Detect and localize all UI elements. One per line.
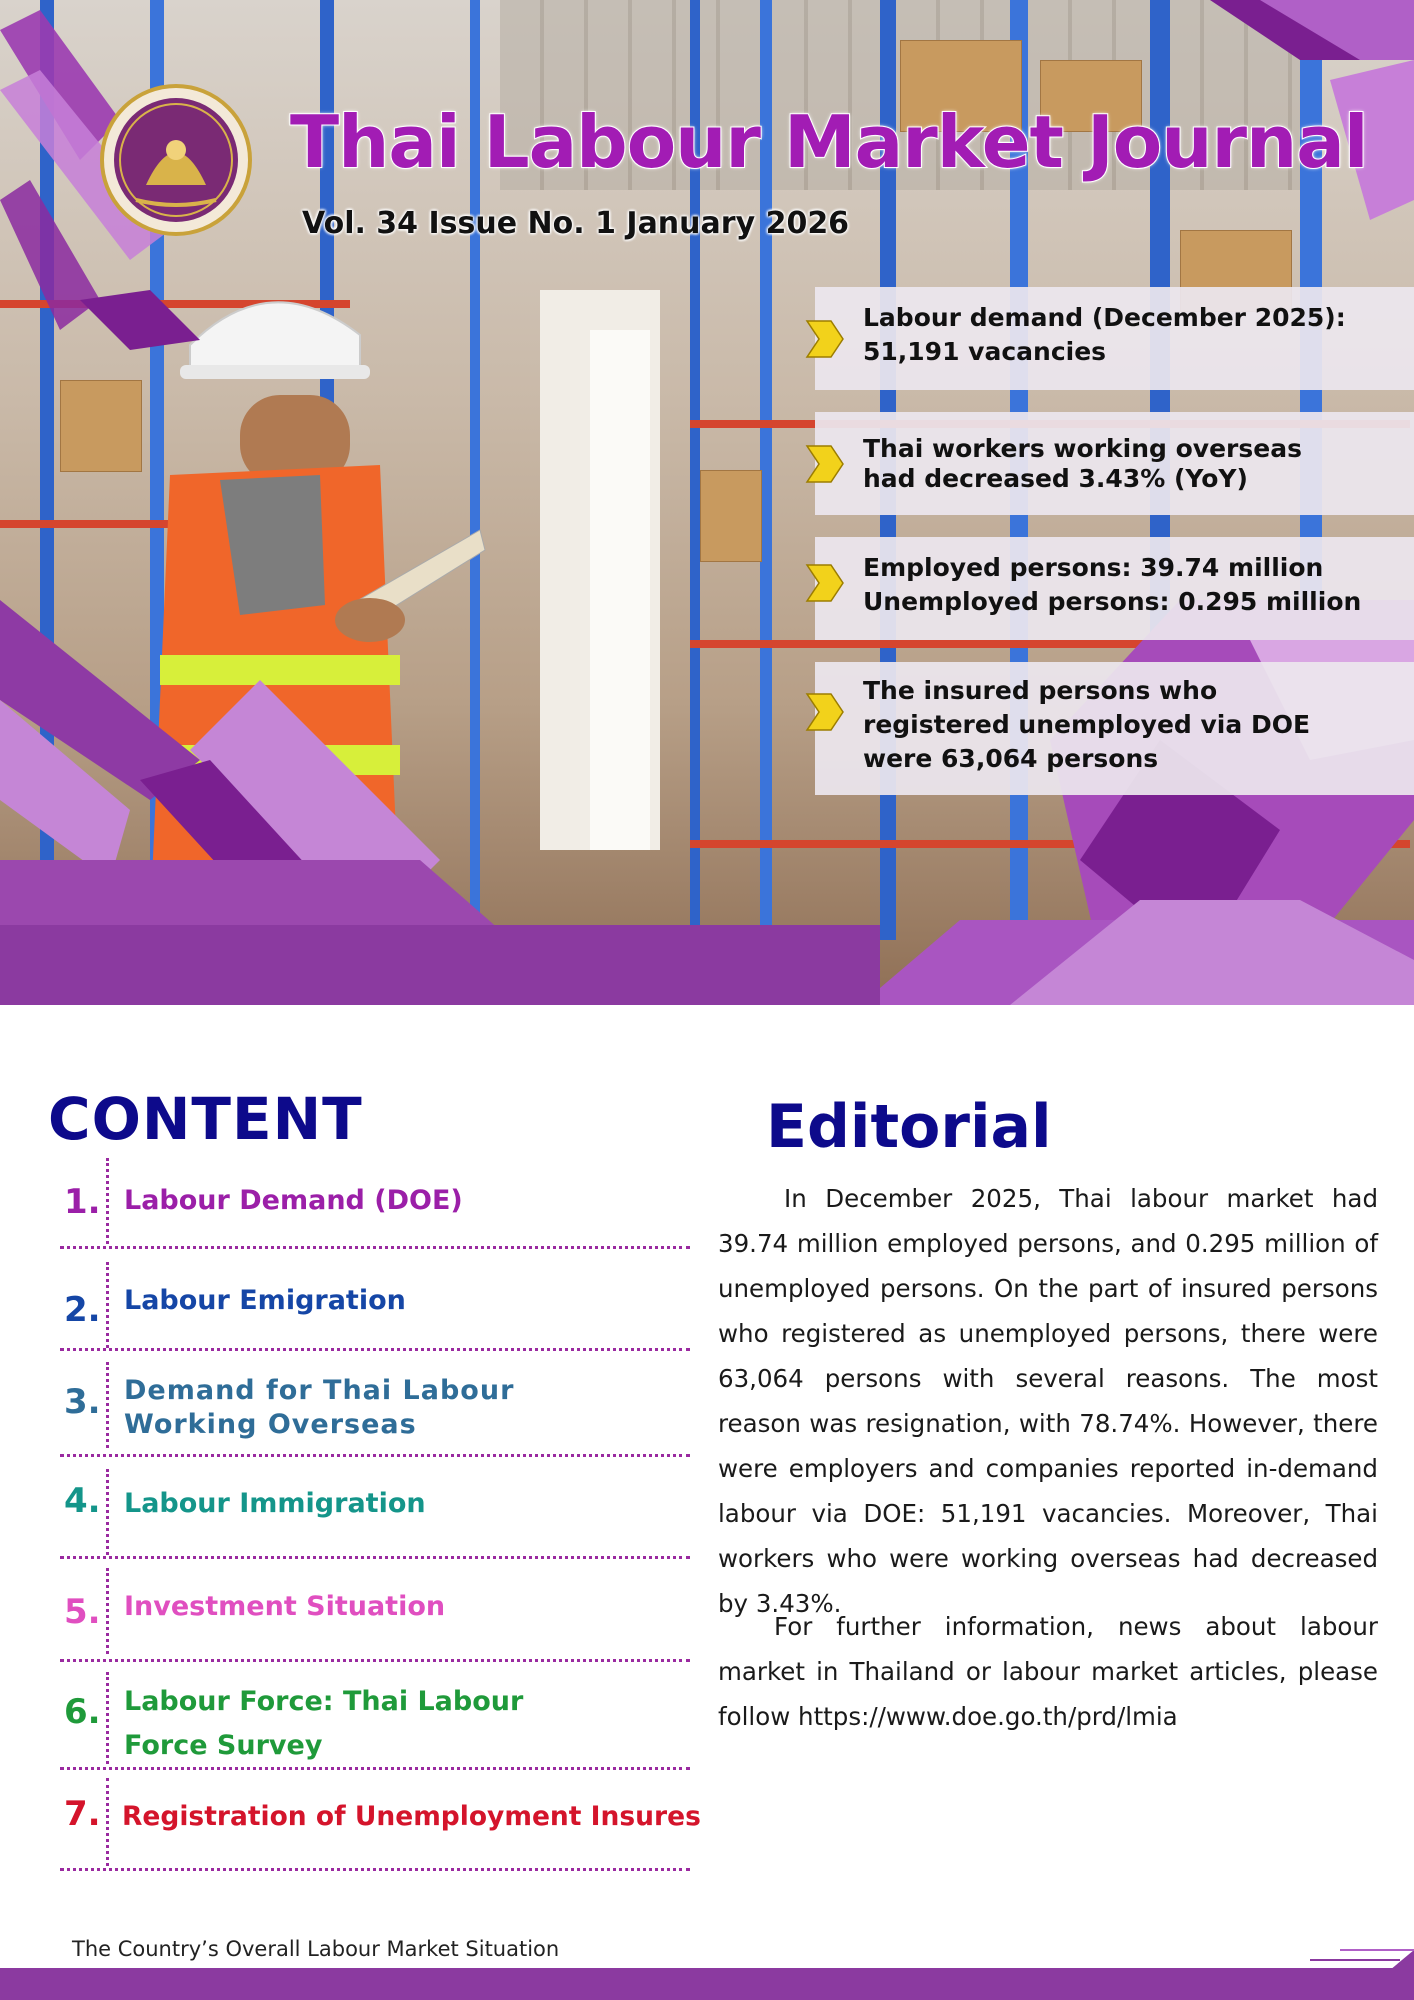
toc-label: Labour Immigration <box>124 1488 426 1519</box>
editorial-heading: Editorial <box>766 1092 1052 1162</box>
toc-rule <box>60 1348 690 1351</box>
toc-divider <box>106 1362 109 1448</box>
toc-label: Labour Demand (DOE) <box>124 1185 463 1216</box>
journal-title: Thai Labour Market Journal <box>290 100 1368 184</box>
toc-item[interactable] <box>60 1568 690 1663</box>
toc-rule <box>60 1868 690 1871</box>
issue-subtitle: Vol. 34 Issue No. 1 January 2026 <box>302 206 850 241</box>
highlight-card-demand <box>815 287 1414 390</box>
highlight-text: Labour demand (December 2025): 51,191 vacancies <box>863 303 1346 366</box>
chevron-arrow-icon <box>805 692 845 732</box>
toc-label: Investment Situation <box>124 1591 446 1622</box>
toc-label: Labour Emigration <box>124 1285 406 1316</box>
toc-divider <box>106 1158 109 1244</box>
toc-label: Demand for Thai Labour Working Overseas <box>124 1375 515 1440</box>
highlight-card-employment <box>815 537 1414 640</box>
toc-number: 4. <box>64 1481 101 1521</box>
toc-rule <box>60 1767 690 1770</box>
toc-number: 2. <box>64 1290 101 1330</box>
toc-label: Registration of Unemployment Insures <box>122 1801 701 1832</box>
toc-number: 3. <box>64 1382 101 1422</box>
toc-item[interactable] <box>60 1262 690 1357</box>
seal-emblem-icon <box>96 80 256 240</box>
toc-divider <box>106 1469 109 1555</box>
toc-rule <box>60 1454 690 1457</box>
toc-number: 6. <box>64 1692 101 1732</box>
editorial-paragraph: For further information, news about labour market in Thailand or labour market articles, please follow https://www.doe.go.th/prd/lmia <box>718 1612 1378 1731</box>
highlight-text: Thai workers working overseas had decreased 3.43% (YoY) <box>863 434 1302 493</box>
toc-item[interactable] <box>60 1672 690 1772</box>
toc-divider <box>106 1672 109 1764</box>
highlight-text: Employed persons: 39.74 million Unemployed persons: 0.295 million <box>863 553 1362 616</box>
toc-item[interactable] <box>60 1158 690 1253</box>
toc-item[interactable] <box>60 1778 701 1878</box>
toc-divider <box>106 1778 109 1866</box>
toc-rule <box>60 1556 690 1559</box>
toc-number: 5. <box>64 1592 101 1632</box>
toc-number: 7. <box>64 1794 101 1834</box>
toc-label: Labour Force: Thai Labour Force Survey <box>124 1686 524 1761</box>
toc-item[interactable] <box>60 1362 690 1457</box>
hero-bottom-band <box>0 925 880 1005</box>
toc-rule <box>60 1246 690 1249</box>
chevron-arrow-icon <box>805 319 845 359</box>
chevron-arrow-icon <box>805 444 845 484</box>
toc-rule <box>60 1659 690 1662</box>
highlight-text: The insured persons who registered unemployed via DOE were 63,064 persons <box>863 676 1311 773</box>
editorial-paragraph: In December 2025, Thai labour market had 39.74 million employed persons, and 0.295 million of unemployed persons. On the part of insured persons who registered as unemployed persons, there were 63,064 persons with several reasons. The most reason was resignation, with 78.74%. However, there were employers and companies reported in-demand labour via DOE: 51,191 vacancies. Moreover, Thai workers who were working overseas had decreased by 3.43%. <box>718 1184 1378 1618</box>
chevron-arrow-icon <box>805 563 845 603</box>
toc-divider <box>106 1568 109 1654</box>
content-heading: CONTENT <box>48 1085 363 1153</box>
highlight-card-overseas <box>815 412 1414 515</box>
toc-divider <box>106 1262 109 1348</box>
toc-item[interactable] <box>60 1465 690 1560</box>
highlight-card-insured <box>815 662 1414 795</box>
toc-number: 1. <box>64 1182 101 1222</box>
footer-decoration <box>870 1930 1414 2000</box>
footer-caption: The Country’s Overall Labour Market Situation <box>72 1937 560 1961</box>
